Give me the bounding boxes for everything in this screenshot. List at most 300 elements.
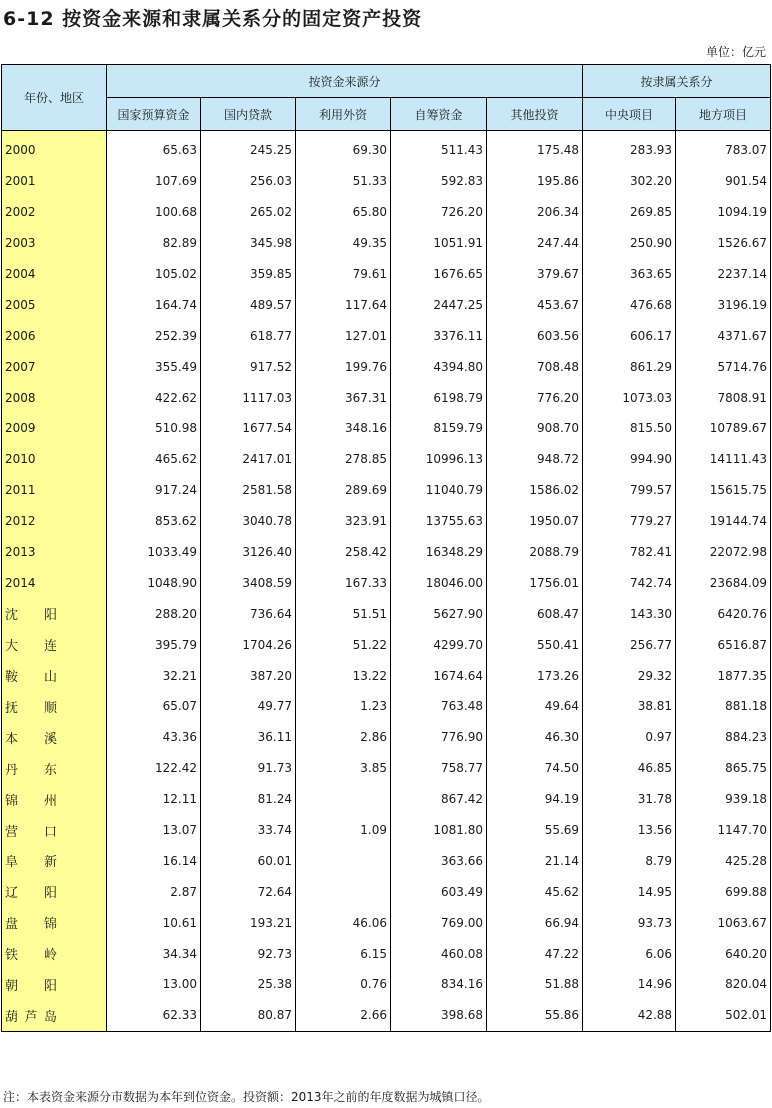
table-cell: 820.04 xyxy=(676,969,771,1000)
table-cell: 398.68 xyxy=(391,1000,487,1031)
row-label xyxy=(2,289,107,320)
table-cell: 256.03 xyxy=(201,166,296,197)
row-label xyxy=(2,815,107,846)
table-cell: 55.86 xyxy=(487,1000,583,1031)
region-name: 大 连 xyxy=(5,639,57,655)
col-header-local-projects: 地方项目 xyxy=(676,98,771,131)
table-cell: 1051.91 xyxy=(391,228,487,259)
year-label: 2013 xyxy=(5,545,36,560)
row-label xyxy=(2,1000,107,1031)
table-cell: 510.98 xyxy=(107,413,201,444)
table-cell: 51.51 xyxy=(296,598,391,629)
table-cell: 4371.67 xyxy=(676,320,771,351)
table-cell: 323.91 xyxy=(296,506,391,537)
table-cell: 853.62 xyxy=(107,506,201,537)
table-row xyxy=(2,382,771,413)
table-cell: 49.77 xyxy=(201,691,296,722)
table-title: 6-12 按资金来源和隶属关系分的固定资产投资 xyxy=(3,8,423,30)
table-cell: 19144.74 xyxy=(676,506,771,537)
region-name: 沈 阳 xyxy=(5,608,57,624)
table-cell: 14.95 xyxy=(583,876,676,907)
table-cell: 13755.63 xyxy=(391,506,487,537)
table-cell: 3196.19 xyxy=(676,289,771,320)
year-label: 2012 xyxy=(5,514,36,529)
table-cell: 14111.43 xyxy=(676,444,771,475)
table-cell: 49.35 xyxy=(296,228,391,259)
table-cell: 640.20 xyxy=(676,938,771,969)
table-cell: 1033.49 xyxy=(107,537,201,568)
year-label: 2001 xyxy=(5,174,36,189)
table-cell: 348.16 xyxy=(296,413,391,444)
table-cell: 1877.35 xyxy=(676,660,771,691)
table-cell: 302.20 xyxy=(583,166,676,197)
col-header-domestic-loans: 国内贷款 xyxy=(201,98,296,131)
row-label xyxy=(2,537,107,568)
table-cell: 127.01 xyxy=(296,320,391,351)
col-header-foreign-investment: 利用外资 xyxy=(296,98,391,131)
table-cell: 80.87 xyxy=(201,1000,296,1031)
table-cell: 10789.67 xyxy=(676,413,771,444)
table-cell: 46.85 xyxy=(583,753,676,784)
table-row xyxy=(2,1000,771,1031)
table-cell: 69.30 xyxy=(296,131,391,166)
table-cell: 92.73 xyxy=(201,938,296,969)
table-cell: 16.14 xyxy=(107,845,201,876)
table-cell: 1677.54 xyxy=(201,413,296,444)
table-cell: 49.64 xyxy=(487,691,583,722)
table-cell: 0.97 xyxy=(583,722,676,753)
table-cell: 1094.19 xyxy=(676,197,771,228)
table-cell: 94.19 xyxy=(487,784,583,815)
table-cell: 60.01 xyxy=(201,845,296,876)
table-row xyxy=(2,320,771,351)
row-label xyxy=(2,660,107,691)
table-cell: 422.62 xyxy=(107,382,201,413)
table-cell: 884.23 xyxy=(676,722,771,753)
table-cell: 13.56 xyxy=(583,815,676,846)
table-cell: 799.57 xyxy=(583,475,676,506)
table-cell: 834.16 xyxy=(391,969,487,1000)
table-cell: 81.24 xyxy=(201,784,296,815)
table-cell: 6516.87 xyxy=(676,629,771,660)
table-row xyxy=(2,228,771,259)
table-cell: 736.64 xyxy=(201,598,296,629)
table-row xyxy=(2,969,771,1000)
table-cell: 199.76 xyxy=(296,351,391,382)
table-cell: 6420.76 xyxy=(676,598,771,629)
table-cell: 502.01 xyxy=(676,1000,771,1031)
table-row xyxy=(2,289,771,320)
row-label xyxy=(2,197,107,228)
table-cell: 1081.80 xyxy=(391,815,487,846)
table-row xyxy=(2,815,771,846)
table-cell: 32.21 xyxy=(107,660,201,691)
table-cell: 726.20 xyxy=(391,197,487,228)
table-cell: 2237.14 xyxy=(676,259,771,290)
table-cell: 256.77 xyxy=(583,629,676,660)
table-cell: 206.34 xyxy=(487,197,583,228)
table-cell: 91.73 xyxy=(201,753,296,784)
table-cell: 379.67 xyxy=(487,259,583,290)
table-cell: 425.28 xyxy=(676,845,771,876)
region-name: 朝 阳 xyxy=(5,978,57,994)
table-cell: 164.74 xyxy=(107,289,201,320)
table-row xyxy=(2,876,771,907)
row-label xyxy=(2,475,107,506)
table-cell: 1147.70 xyxy=(676,815,771,846)
table-cell: 289.69 xyxy=(296,475,391,506)
table-cell: 8159.79 xyxy=(391,413,487,444)
table-cell: 143.30 xyxy=(583,598,676,629)
table-cell: 245.25 xyxy=(201,131,296,166)
year-label: 2014 xyxy=(5,575,36,590)
table-cell: 288.20 xyxy=(107,598,201,629)
table-cell: 10.61 xyxy=(107,907,201,938)
table-cell: 13.07 xyxy=(107,815,201,846)
table-cell: 13.00 xyxy=(107,969,201,1000)
table-cell: 278.85 xyxy=(296,444,391,475)
table-cell: 2.66 xyxy=(296,1000,391,1031)
row-label xyxy=(2,567,107,598)
table-cell: 167.33 xyxy=(296,567,391,598)
row-label xyxy=(2,722,107,753)
row-label xyxy=(2,506,107,537)
table-cell: 742.74 xyxy=(583,567,676,598)
region-name: 营 口 xyxy=(5,824,57,840)
year-label: 2002 xyxy=(5,205,36,220)
table-cell: 5714.76 xyxy=(676,351,771,382)
table-cell: 31.78 xyxy=(583,784,676,815)
table-cell: 22072.98 xyxy=(676,537,771,568)
table-cell: 195.86 xyxy=(487,166,583,197)
table-cell: 105.02 xyxy=(107,259,201,290)
table-cell: 815.50 xyxy=(583,413,676,444)
table-cell: 29.32 xyxy=(583,660,676,691)
row-label xyxy=(2,907,107,938)
row-label xyxy=(2,228,107,259)
table-cell: 14.96 xyxy=(583,969,676,1000)
row-label xyxy=(2,845,107,876)
row-label xyxy=(2,691,107,722)
table-cell: 460.08 xyxy=(391,938,487,969)
table-cell: 42.88 xyxy=(583,1000,676,1031)
table-cell: 769.00 xyxy=(391,907,487,938)
table-cell: 699.88 xyxy=(676,876,771,907)
table-cell: 3408.59 xyxy=(201,567,296,598)
year-label: 2006 xyxy=(5,328,36,343)
row-label xyxy=(2,382,107,413)
table-cell: 1586.02 xyxy=(487,475,583,506)
table-cell: 917.24 xyxy=(107,475,201,506)
table-cell: 758.77 xyxy=(391,753,487,784)
table-cell: 2447.25 xyxy=(391,289,487,320)
table-cell: 2088.79 xyxy=(487,537,583,568)
table-cell: 3376.11 xyxy=(391,320,487,351)
table-cell: 247.44 xyxy=(487,228,583,259)
table-row xyxy=(2,907,771,938)
table-cell: 93.73 xyxy=(583,907,676,938)
table-cell: 3040.78 xyxy=(201,506,296,537)
table-cell: 1756.01 xyxy=(487,567,583,598)
table-cell: 2417.01 xyxy=(201,444,296,475)
row-label xyxy=(2,320,107,351)
table-cell: 387.20 xyxy=(201,660,296,691)
year-label: 2008 xyxy=(5,390,36,405)
table-cell: 5627.90 xyxy=(391,598,487,629)
table-cell xyxy=(296,876,391,907)
source-group-header: 按资金来源分 xyxy=(107,65,583,98)
table-cell: 107.69 xyxy=(107,166,201,197)
table-cell: 2581.58 xyxy=(201,475,296,506)
table-cell: 34.34 xyxy=(107,938,201,969)
table-cell: 117.64 xyxy=(296,289,391,320)
region-name: 鞍 山 xyxy=(5,670,57,686)
row-label xyxy=(2,131,107,166)
table-cell: 1674.64 xyxy=(391,660,487,691)
table-cell: 79.61 xyxy=(296,259,391,290)
table-cell: 51.33 xyxy=(296,166,391,197)
table-cell: 465.62 xyxy=(107,444,201,475)
table-row xyxy=(2,784,771,815)
table-cell: 10996.13 xyxy=(391,444,487,475)
table-cell: 33.74 xyxy=(201,815,296,846)
table-cell: 6.06 xyxy=(583,938,676,969)
table-cell: 618.77 xyxy=(201,320,296,351)
row-label xyxy=(2,938,107,969)
region-name: 丹 东 xyxy=(5,762,57,778)
table-cell: 3.85 xyxy=(296,753,391,784)
table-cell: 865.75 xyxy=(676,753,771,784)
table-cell: 6.15 xyxy=(296,938,391,969)
table-cell: 72.64 xyxy=(201,876,296,907)
year-region-header: 年份、地区 xyxy=(2,65,107,131)
table-cell: 55.69 xyxy=(487,815,583,846)
affiliation-group-header: 按隶属关系分 xyxy=(583,65,771,98)
row-label xyxy=(2,784,107,815)
table-cell: 363.66 xyxy=(391,845,487,876)
table-row xyxy=(2,598,771,629)
table-cell: 74.50 xyxy=(487,753,583,784)
year-label: 2009 xyxy=(5,421,36,436)
table-cell: 38.81 xyxy=(583,691,676,722)
table-cell: 606.17 xyxy=(583,320,676,351)
table-row xyxy=(2,506,771,537)
table-cell: 355.49 xyxy=(107,351,201,382)
table-cell: 367.31 xyxy=(296,382,391,413)
year-label: 2007 xyxy=(5,359,36,374)
table-cell: 283.93 xyxy=(583,131,676,166)
table-cell: 16348.29 xyxy=(391,537,487,568)
table-cell: 779.27 xyxy=(583,506,676,537)
region-name: 本 溪 xyxy=(5,731,57,747)
table-cell: 395.79 xyxy=(107,629,201,660)
table-cell: 776.20 xyxy=(487,382,583,413)
table-cell: 265.02 xyxy=(201,197,296,228)
table-cell: 782.41 xyxy=(583,537,676,568)
table-cell: 23684.09 xyxy=(676,567,771,598)
col-header-other-investment: 其他投资 xyxy=(487,98,583,131)
table-cell: 47.22 xyxy=(487,938,583,969)
table-cell: 4394.80 xyxy=(391,351,487,382)
table-cell: 489.57 xyxy=(201,289,296,320)
table-cell: 708.48 xyxy=(487,351,583,382)
investment-table xyxy=(1,64,771,1032)
table-cell: 1950.07 xyxy=(487,506,583,537)
table-cell: 269.85 xyxy=(583,197,676,228)
year-label: 2000 xyxy=(5,143,36,158)
table-cell: 776.90 xyxy=(391,722,487,753)
row-label xyxy=(2,413,107,444)
year-label: 2003 xyxy=(5,236,36,251)
col-header-central-projects: 中央项目 xyxy=(583,98,676,131)
table-row xyxy=(2,259,771,290)
unit-label: 单位：亿元 xyxy=(705,45,766,59)
table-cell: 1.09 xyxy=(296,815,391,846)
table-cell: 3126.40 xyxy=(201,537,296,568)
table-row xyxy=(2,351,771,382)
table-cell: 66.94 xyxy=(487,907,583,938)
table-cell: 867.42 xyxy=(391,784,487,815)
footnote: 注：本表资金来源分市数据为本年到位资金。投资额：2013年之前的年度数据为城镇口径。 xyxy=(3,1090,490,1104)
table-cell: 783.07 xyxy=(676,131,771,166)
table-row xyxy=(2,722,771,753)
table-cell: 2.86 xyxy=(296,722,391,753)
table-cell: 861.29 xyxy=(583,351,676,382)
table-cell: 21.14 xyxy=(487,845,583,876)
table-row xyxy=(2,567,771,598)
table-cell: 51.22 xyxy=(296,629,391,660)
table-cell: 46.06 xyxy=(296,907,391,938)
table-cell: 250.90 xyxy=(583,228,676,259)
table-cell: 65.80 xyxy=(296,197,391,228)
table-row xyxy=(2,131,771,166)
table-cell xyxy=(296,845,391,876)
table-row xyxy=(2,691,771,722)
table-cell: 901.54 xyxy=(676,166,771,197)
table-cell: 100.68 xyxy=(107,197,201,228)
table-cell: 4299.70 xyxy=(391,629,487,660)
row-label xyxy=(2,351,107,382)
table-cell: 359.85 xyxy=(201,259,296,290)
table-cell: 1048.90 xyxy=(107,567,201,598)
table-cell: 7808.91 xyxy=(676,382,771,413)
table-cell: 65.07 xyxy=(107,691,201,722)
region-name: 锦 州 xyxy=(5,793,57,809)
table-cell: 122.42 xyxy=(107,753,201,784)
col-header-self-raised: 自筹资金 xyxy=(391,98,487,131)
table-cell: 939.18 xyxy=(676,784,771,815)
table-cell: 62.33 xyxy=(107,1000,201,1031)
row-label xyxy=(2,876,107,907)
table-cell: 25.38 xyxy=(201,969,296,1000)
table-cell: 1063.67 xyxy=(676,907,771,938)
table-cell: 6198.79 xyxy=(391,382,487,413)
year-label: 2005 xyxy=(5,297,36,312)
table-cell: 46.30 xyxy=(487,722,583,753)
table-cell: 917.52 xyxy=(201,351,296,382)
row-label xyxy=(2,598,107,629)
region-name: 铁 岭 xyxy=(5,948,57,964)
region-name: 葫 芦 岛 xyxy=(5,1009,57,1025)
col-header-state-budget: 国家预算资金 xyxy=(107,98,201,131)
region-name: 辽 阳 xyxy=(5,886,57,902)
table-cell: 453.67 xyxy=(487,289,583,320)
table-cell: 592.83 xyxy=(391,166,487,197)
row-label xyxy=(2,629,107,660)
table-row xyxy=(2,753,771,784)
row-label xyxy=(2,444,107,475)
table-cell: 1.23 xyxy=(296,691,391,722)
table-row xyxy=(2,660,771,691)
table-cell: 36.11 xyxy=(201,722,296,753)
table-cell: 1117.03 xyxy=(201,382,296,413)
region-name: 阜 新 xyxy=(5,855,57,871)
year-label: 2011 xyxy=(5,483,36,498)
table-cell: 908.70 xyxy=(487,413,583,444)
table-row xyxy=(2,629,771,660)
table-row xyxy=(2,475,771,506)
table-cell: 65.63 xyxy=(107,131,201,166)
table-cell: 2.87 xyxy=(107,876,201,907)
table-cell: 511.43 xyxy=(391,131,487,166)
table-row xyxy=(2,537,771,568)
table-cell: 43.36 xyxy=(107,722,201,753)
table-cell: 994.90 xyxy=(583,444,676,475)
table-cell: 345.98 xyxy=(201,228,296,259)
table-row xyxy=(2,197,771,228)
table-cell: 193.21 xyxy=(201,907,296,938)
table-cell: 82.89 xyxy=(107,228,201,259)
year-label: 2010 xyxy=(5,452,36,467)
table-cell: 173.26 xyxy=(487,660,583,691)
table-cell: 476.68 xyxy=(583,289,676,320)
table-cell: 550.41 xyxy=(487,629,583,660)
table-cell: 51.88 xyxy=(487,969,583,1000)
table-cell: 1073.03 xyxy=(583,382,676,413)
table-body xyxy=(2,131,771,1032)
table-cell: 363.65 xyxy=(583,259,676,290)
table-cell: 252.39 xyxy=(107,320,201,351)
row-label xyxy=(2,259,107,290)
table-cell: 763.48 xyxy=(391,691,487,722)
row-label xyxy=(2,166,107,197)
table-cell: 15615.75 xyxy=(676,475,771,506)
table-cell: 175.48 xyxy=(487,131,583,166)
table-cell: 1704.26 xyxy=(201,629,296,660)
table-cell: 258.42 xyxy=(296,537,391,568)
region-name: 盘 锦 xyxy=(5,917,57,933)
table-cell: 45.62 xyxy=(487,876,583,907)
table-cell: 603.56 xyxy=(487,320,583,351)
table-cell: 13.22 xyxy=(296,660,391,691)
table-cell: 948.72 xyxy=(487,444,583,475)
table-cell: 0.76 xyxy=(296,969,391,1000)
table-cell: 8.79 xyxy=(583,845,676,876)
row-label xyxy=(2,969,107,1000)
year-label: 2004 xyxy=(5,267,36,281)
table-cell: 1526.67 xyxy=(676,228,771,259)
table-row xyxy=(2,444,771,475)
row-label xyxy=(2,753,107,784)
table-cell: 608.47 xyxy=(487,598,583,629)
table-cell: 881.18 xyxy=(676,691,771,722)
table-cell: 11040.79 xyxy=(391,475,487,506)
table-row xyxy=(2,413,771,444)
table-cell: 18046.00 xyxy=(391,567,487,598)
region-name: 抚 顺 xyxy=(5,700,57,716)
table-cell: 12.11 xyxy=(107,784,201,815)
table-row xyxy=(2,845,771,876)
